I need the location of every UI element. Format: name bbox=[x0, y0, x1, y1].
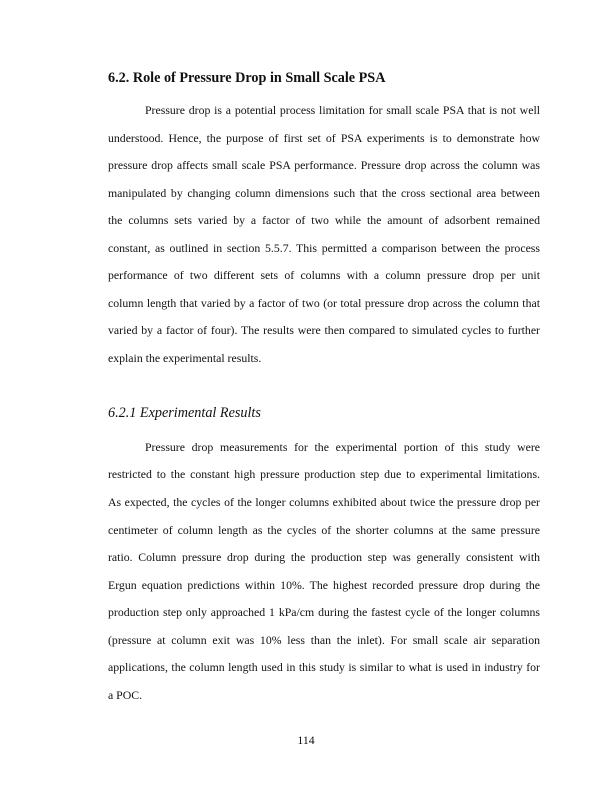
paragraph-1-line: explain the experimental results. bbox=[108, 351, 262, 365]
paragraph-2-line: Ergun equation predictions within 10%. The highest recorded pressure drop during the bbox=[108, 578, 540, 592]
paragraph-2-line: applications, the column length used in this study is similar to what is used in industry for bbox=[108, 660, 540, 674]
paragraph-1-line: constant, as outlined in section 5.5.7. This permitted a comparison between the process bbox=[108, 241, 540, 255]
paragraph-2-line: production step only approached 1 kPa/cm during the fastest cycle of the longer columns bbox=[108, 605, 540, 619]
paragraph-2-line: (pressure at column exit was 10% less than the inlet). For small scale air separation bbox=[108, 633, 540, 647]
paragraph-2-line: Pressure drop measurements for the experimental portion of this study were bbox=[145, 440, 540, 454]
paragraph-2-line: a POC. bbox=[108, 688, 143, 702]
paragraph-1-line: varied by a factor of four). The results were then compared to simulated cycles to further bbox=[108, 323, 540, 337]
paragraph-2-line: ratio. Column pressure drop during the production step was generally consistent with bbox=[108, 550, 540, 564]
paragraph-1-line: Pressure drop is a potential process limitation for small scale PSA that is not well bbox=[145, 103, 540, 117]
section-heading: 6.2. Role of Pressure Drop in Small Scale PSA bbox=[108, 70, 386, 86]
paragraph-1-line: the columns sets varied by a factor of two while the amount of adsorbent remained bbox=[108, 213, 540, 227]
paragraph-1-line: pressure drop affects small scale PSA performance. Pressure drop across the column was bbox=[108, 158, 540, 172]
paragraph-1-line: understood. Hence, the purpose of first set of PSA experiments is to demonstrate how bbox=[108, 131, 540, 145]
page-number: 114 bbox=[297, 733, 315, 747]
subsection-heading: 6.2.1 Experimental Results bbox=[108, 405, 261, 421]
paragraph-2-line: restricted to the constant high pressure production step due to experimental limitations. bbox=[108, 467, 540, 481]
paragraph-1-line: column length that varied by a factor of two (or total pressure drop across the column that bbox=[108, 296, 540, 310]
paragraph-1-line: performance of two different sets of columns with a column pressure drop per unit bbox=[108, 268, 540, 282]
paragraph-2-line: As expected, the cycles of the longer columns exhibited about twice the pressure drop per bbox=[108, 495, 540, 509]
paragraph-1-line: manipulated by changing column dimensions such that the cross sectional area between bbox=[108, 186, 540, 200]
paragraph-2-line: centimeter of column length as the cycles of the shorter columns at the same pressure bbox=[108, 523, 540, 537]
